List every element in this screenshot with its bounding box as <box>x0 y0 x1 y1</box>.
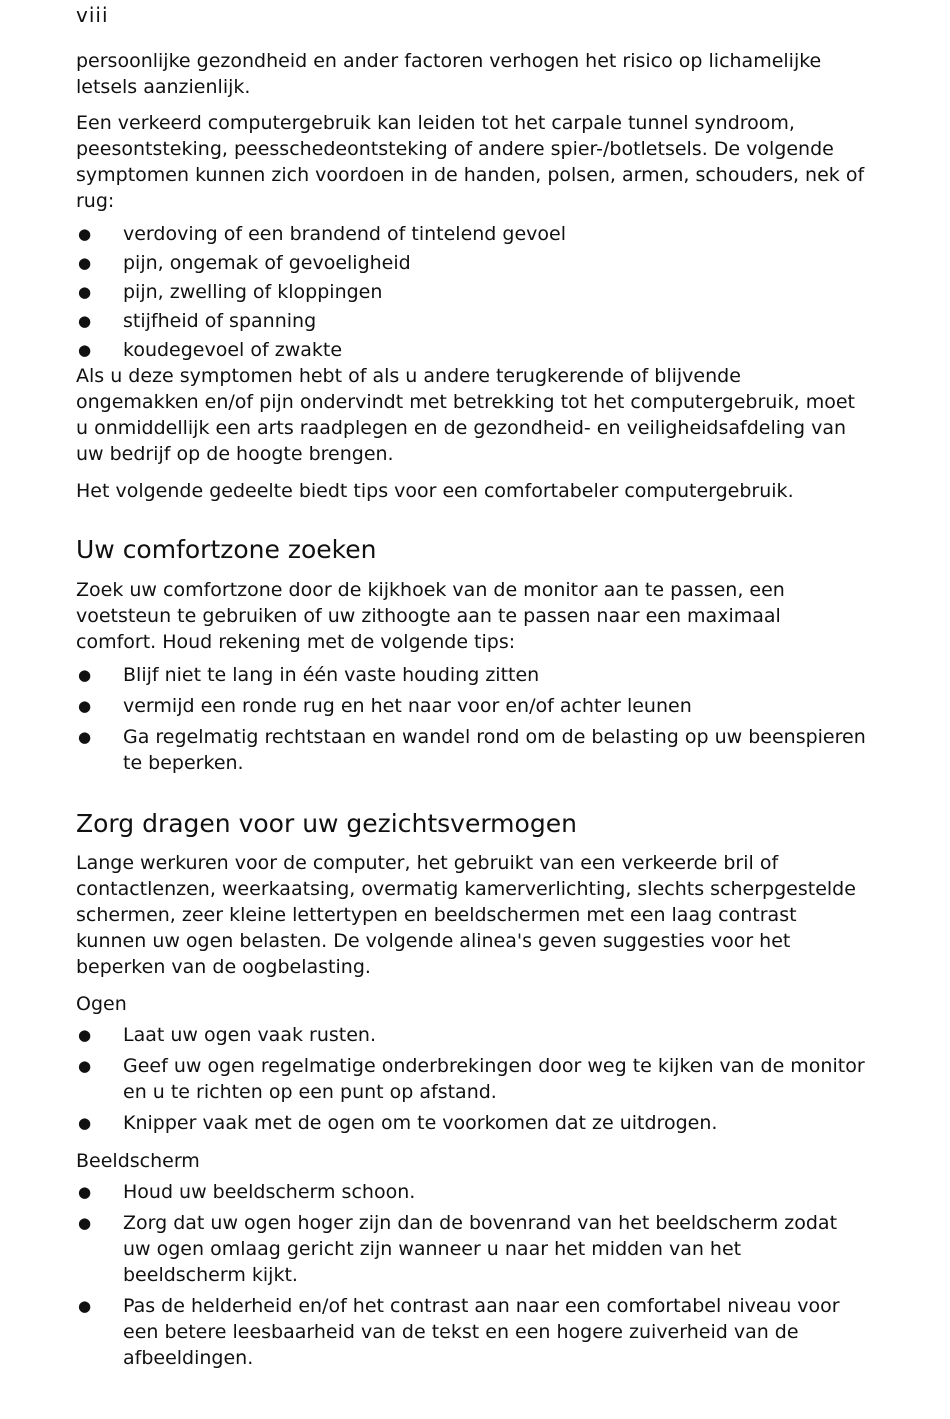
bullet-icon: ● <box>78 225 92 243</box>
section-heading-comfort: Uw comfortzone zoeken <box>76 535 377 564</box>
list-item: ● Zorg dat uw ogen hoger zijn dan de bovenrand van het beeldscherm zodat uw ogen omlaag gericht zijn wanneer u naar het midden van het beeldscherm kijkt. <box>78 1212 838 1286</box>
bullet-icon: ● <box>78 341 92 359</box>
bullet-icon: ● <box>78 728 92 746</box>
page-number: viii <box>76 3 109 27</box>
list-item: ● Laat uw ogen vaak rusten. <box>78 1024 376 1046</box>
list-item: ● stijfheid of spanning <box>78 310 317 332</box>
bullet-icon: ● <box>78 312 92 330</box>
list-item: ● Ga regelmatig rechtstaan en wandel rond om de belasting op uw beenspieren te beperken. <box>78 726 866 774</box>
bullet-icon: ● <box>78 1026 92 1044</box>
paragraph-intro-4: Het volgende gedeelte biedt tips voor een comfortabeler computergebruik. <box>76 480 794 502</box>
bullet-icon: ● <box>78 666 92 684</box>
list-item: ● koudegevoel of zwakte <box>78 339 343 361</box>
bullet-icon: ● <box>78 1214 92 1232</box>
list-item: ● Houd uw beeldscherm schoon. <box>78 1181 416 1203</box>
list-item: ● Knipper vaak met de ogen om te voorkomen dat ze uitdrogen. <box>78 1112 718 1134</box>
bullet-icon: ● <box>78 1183 92 1201</box>
paragraph-intro-1: persoonlijke gezondheid en ander factoren verhogen het risico op lichamelijke letsels aanzienlijk. <box>76 50 822 98</box>
list-item: ● verdoving of een brandend of tintelend gevoel <box>78 223 566 245</box>
subheading-ogen: Ogen <box>76 993 127 1015</box>
bullet-icon: ● <box>78 283 92 301</box>
list-item: ● vermijd een ronde rug en het naar voor en/of achter leunen <box>78 695 692 717</box>
paragraph-intro-3: Als u deze symptomen hebt of als u andere terugkerende of blijvende ongemakken en/of pijn ondervindt met betrekking tot het computergebruik, moet u onmiddellijk een arts raadplegen en de gezondheid- en veiligheidsafdeling van uw bedrijf op de hoogte brengen. <box>76 365 855 465</box>
symptoms-list <box>76 221 866 363</box>
bullet-icon: ● <box>78 697 92 715</box>
bullet-icon: ● <box>78 1297 92 1315</box>
list-item: ● Blijf niet te lang in één vaste houding zitten <box>78 664 540 686</box>
section-heading-eyes: Zorg dragen voor uw gezichtsvermogen <box>76 809 577 838</box>
paragraph-eyes: Lange werkuren voor de computer, het gebruikt van een verkeerde bril of contactlenzen, weerkaatsing, overmatig kamerverlichting, slechts scherpgestelde schermen, zeer kleine lettertypen en beeldschermen met een laag contrast kunnen uw ogen belasten. De volgende alinea's geven suggesties voor het beperken van de oogbelasting. <box>76 852 856 978</box>
screen-list <box>76 1179 866 1371</box>
eyes-list <box>76 1022 866 1136</box>
list-item: ● Pas de helderheid en/of het contrast aan naar een comfortabel niveau voor een betere leesbaarheid van de tekst en een hogere zuiverheid van de afbeeldingen. <box>78 1295 840 1369</box>
paragraph-intro-2: Een verkeerd computergebruik kan leiden tot het carpale tunnel syndroom, peesontsteking, peesschedeontsteking of andere spier-/botletsels. De volgende symptomen kunnen zich voordoen in de handen, polsen, armen, schouders, nek of rug: <box>76 112 865 212</box>
list-item: ● pijn, zwelling of kloppingen <box>78 281 383 303</box>
comfort-tips-list <box>76 662 866 776</box>
bullet-icon: ● <box>78 254 92 272</box>
bullet-icon: ● <box>78 1114 92 1132</box>
paragraph-comfort: Zoek uw comfortzone door de kijkhoek van de monitor aan te passen, een voetsteun te gebruiken of uw zithoogte aan te passen naar een maximaal comfort. Houd rekening met de volgende tips: <box>76 579 785 653</box>
subheading-beeldscherm: Beeldscherm <box>76 1150 200 1172</box>
bullet-icon: ● <box>78 1057 92 1075</box>
list-item: ● Geef uw ogen regelmatige onderbrekingen door weg te kijken van de monitor en u te richten op een punt op afstand. <box>78 1055 865 1103</box>
list-item: ● pijn, ongemak of gevoeligheid <box>78 252 411 274</box>
